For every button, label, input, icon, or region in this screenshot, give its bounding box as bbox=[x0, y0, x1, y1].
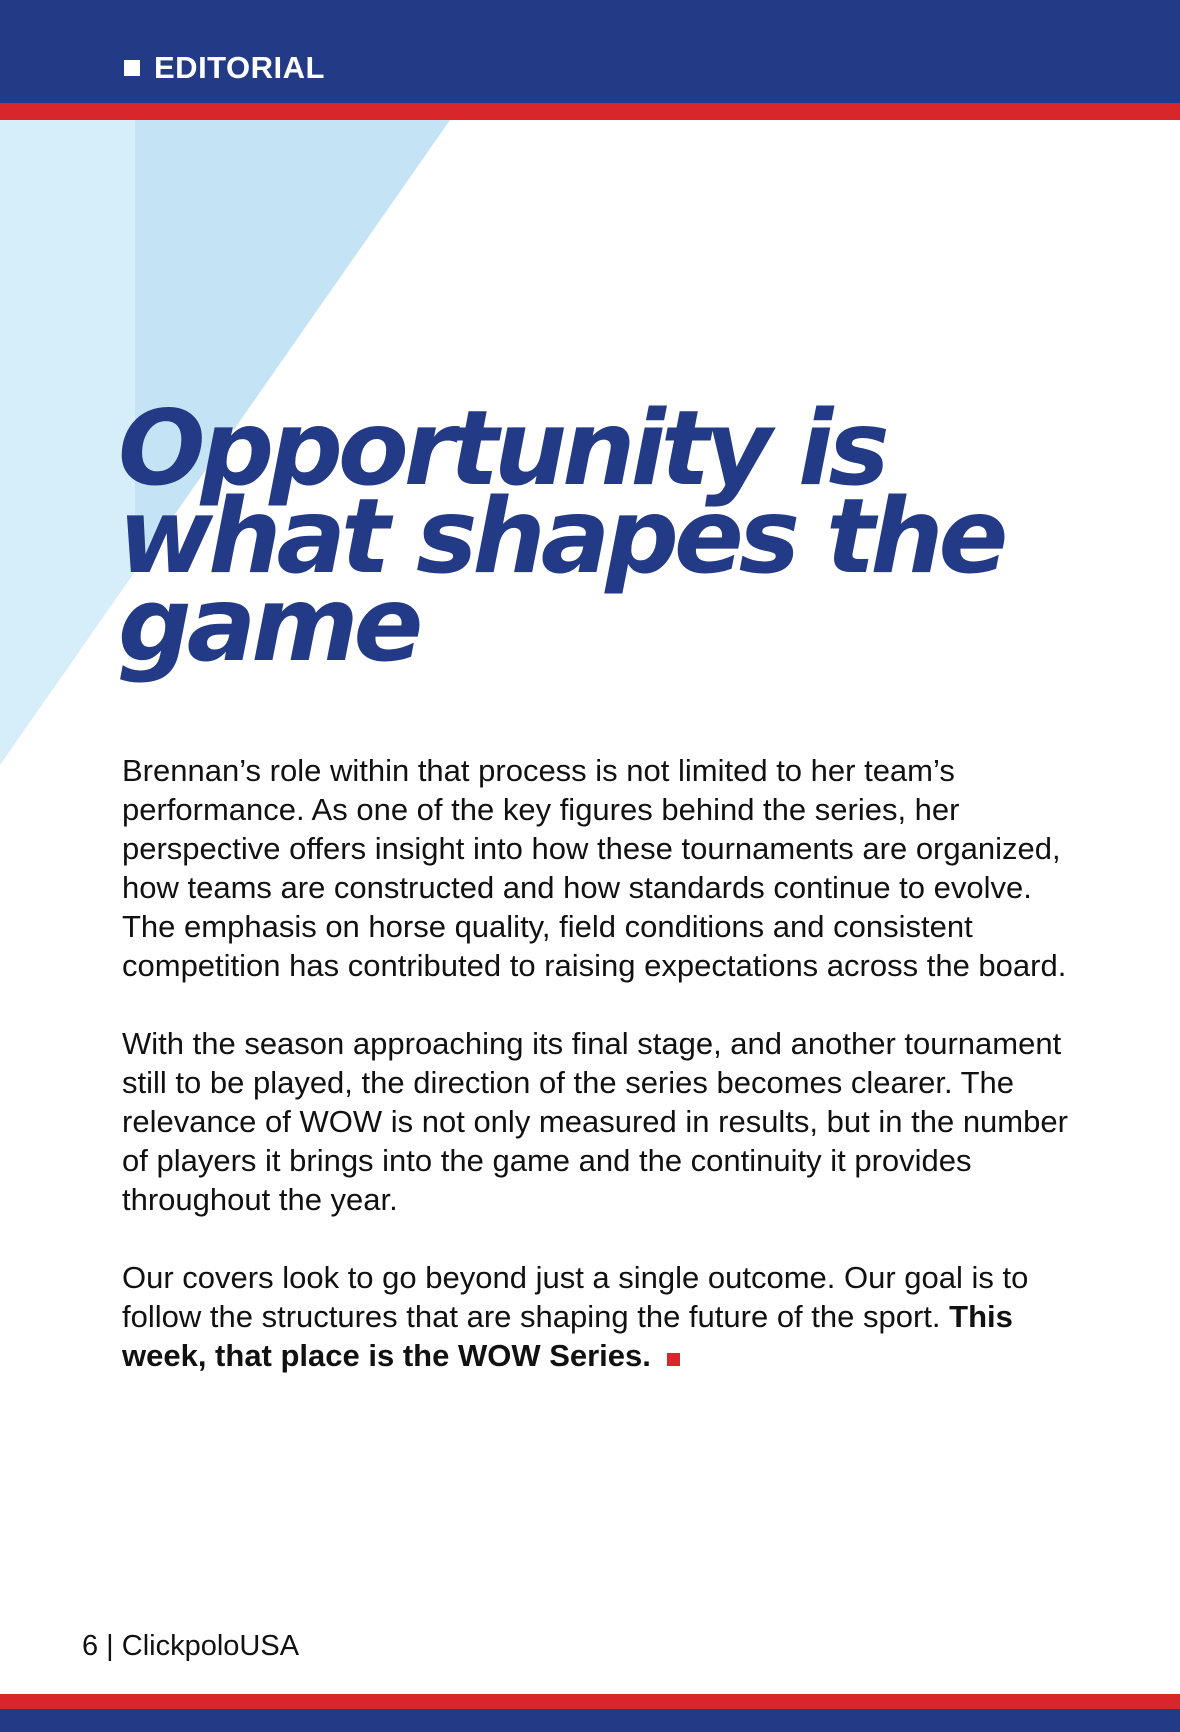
body-paragraph: With the season approaching its final stage, and another tournament still to be played, the direction of the series becomes clearer. The relevance of WOW is not only measured in results, but in the number of players it brings into the game and the continuity it provides throughout the year. bbox=[122, 1026, 1068, 1217]
article-body bbox=[122, 751, 1082, 1414]
closing-bold-text: This week, that place is the WOW Series. bbox=[122, 1299, 1013, 1373]
section-label-text: EDITORIAL bbox=[154, 50, 325, 85]
header-red-stripe bbox=[0, 103, 1180, 120]
section-label bbox=[124, 48, 325, 88]
page-footer: 6 | ClickpoloUSA bbox=[82, 1630, 300, 1662]
end-square-icon bbox=[667, 1353, 680, 1366]
closing-paragraph bbox=[122, 1258, 1082, 1375]
article-headline: Opportunity is what shapes the game bbox=[118, 389, 1004, 685]
body-paragraph: Brennan’s role within that process is not limited to her team’s performance. As one of the key figures behind the series, her perspective offers insight into how these tournaments are organized, how teams are constructed and how standards continue to evolve. The emphasis on horse quality, field conditions and consistent competition has contributed to raising expectations across the board. bbox=[122, 753, 1067, 983]
closing-text: Our covers look to go beyond just a single outcome. Our goal is to follow the structures that are shaping the future of the sport. bbox=[122, 1260, 1029, 1334]
square-bullet-icon bbox=[124, 60, 140, 76]
footer-red-stripe bbox=[0, 1694, 1180, 1709]
footer-bar bbox=[0, 1709, 1180, 1732]
